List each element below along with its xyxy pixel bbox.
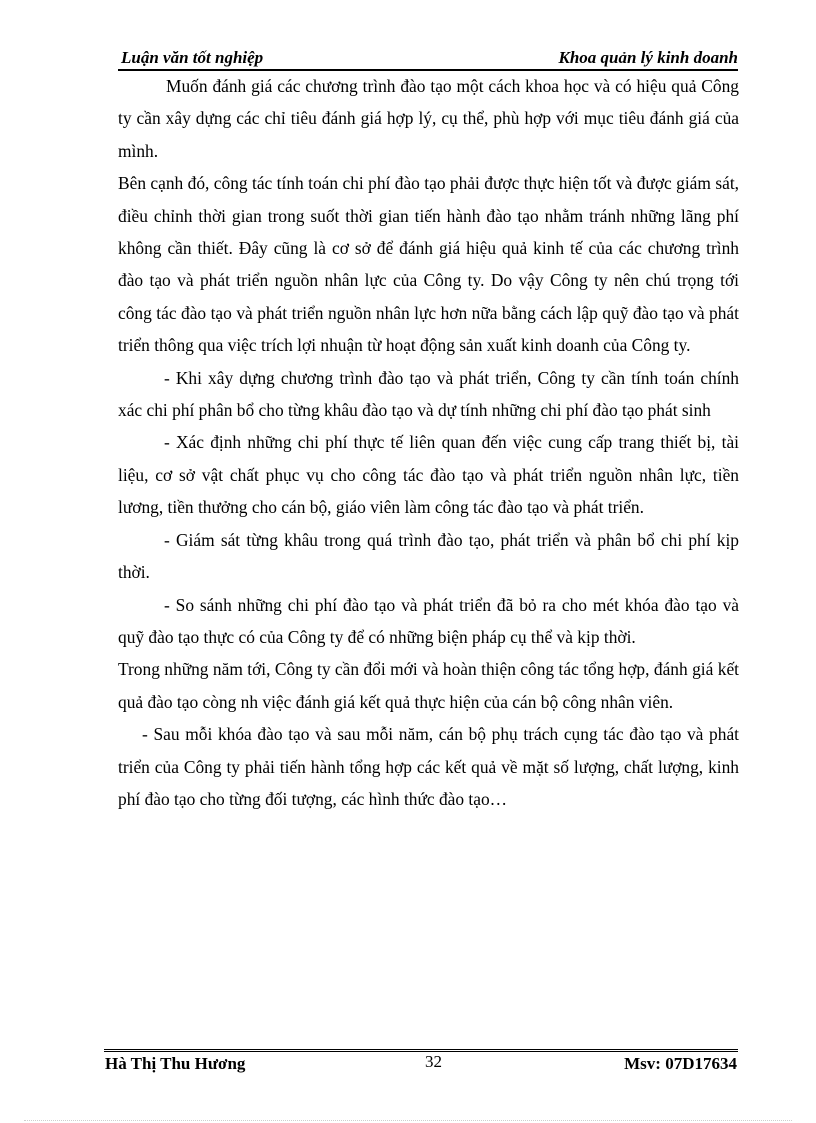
- footer-divider: [104, 1049, 738, 1052]
- bullet-supervision: - Giám sát từng khâu trong quá trình đào tạo, phát triển và phân bổ chi phí kịp thời.: [118, 529, 739, 583]
- paragraph-cost-calculation: Bên cạnh đó, công tác tính toán chi phí đào tạo phải được thực hiện tốt và được giám sát, điều chỉnh thời gian trong suốt thời gian tiến hành đào tạo nhằm tránh những lãng phí không cần thiết. Đây cũng là cơ sở để đánh giá hiệu quả kinh tế của các chương trình đào tạo và phát triển nguồn nhân lực của Công ty. Do vậy Công ty nên chú trọng tới công tác đào tạo và phát triển nguồn nhân lực hơn nữa bằng cách lập quỹ đào tạo và phát triển thông qua việc trích lợi nhuận từ hoạt động sản xuất kinh doanh của Công ty.: [118, 173, 739, 356]
- page-footer: [104, 1054, 738, 1078]
- document-body: [118, 70, 739, 815]
- paragraph-future-improvements: Trong những năm tới, Công ty cần đổi mới và hoàn thiện công tác tổng hợp, đánh giá kết quả đào tạo còng nh việc đánh giá kết quả thực hiện của cán bộ công nhân viên.: [118, 659, 739, 712]
- department-header: Khoa quản lý kinh doanh: [558, 48, 738, 67]
- bullet-cost-comparison: - So sánh những chi phí đào tạo và phát triển đã bỏ ra cho mét khóa đào tạo và quỹ đào tạo thực có của Công ty để có những biện pháp cụ thể và kịp thời.: [118, 594, 739, 647]
- bullet-actual-costs: - Xác định những chi phí thực tế liên quan đến việc cung cấp trang thiết bị, tài liệu, cơ sở vật chất phục vụ cho công tác đào tạo và phát triển nguồn nhân lực, tiền lương, tiền thưởng cho cán bộ, giáo viên làm công tác đào tạo và phát triển.: [118, 432, 739, 518]
- page-number: 32: [425, 1052, 442, 1071]
- bullet-annual-summary: - Sau mỗi khóa đào tạo và sau mỗi năm, cán bộ phụ trách cụng tác đào tạo và phát triển của Công ty phải tiến hành tổng hợp các kết quả về mặt số lượng, chất lượng, kinh phí đào tạo cho từng đối tượng, các hình thức đào tạo…: [118, 724, 739, 809]
- bullet-cost-allocation: - Khi xây dựng chương trình đào tạo và phát triển, Công ty cần tính toán chính xác chi phí phân bổ cho từng khâu đào tạo và dự tính những chi phí đào tạo phát sinh: [118, 367, 739, 421]
- page-header: [118, 48, 738, 70]
- page-edge: [24, 1120, 792, 1121]
- student-id: Msv: 07D17634: [624, 1054, 737, 1073]
- thesis-title-header: Luận văn tốt nghiệp: [121, 48, 264, 67]
- paragraph-evaluation-criteria: Muốn đánh giá các chương trình đào tạo một cách khoa học và có hiệu quả Công ty cần xây dựng các chỉ tiêu đánh giá hợp lý, cụ thể, phù hợp với mục tiêu đánh giá của mình.: [118, 76, 739, 161]
- author-name: Hà Thị Thu Hương: [105, 1054, 246, 1073]
